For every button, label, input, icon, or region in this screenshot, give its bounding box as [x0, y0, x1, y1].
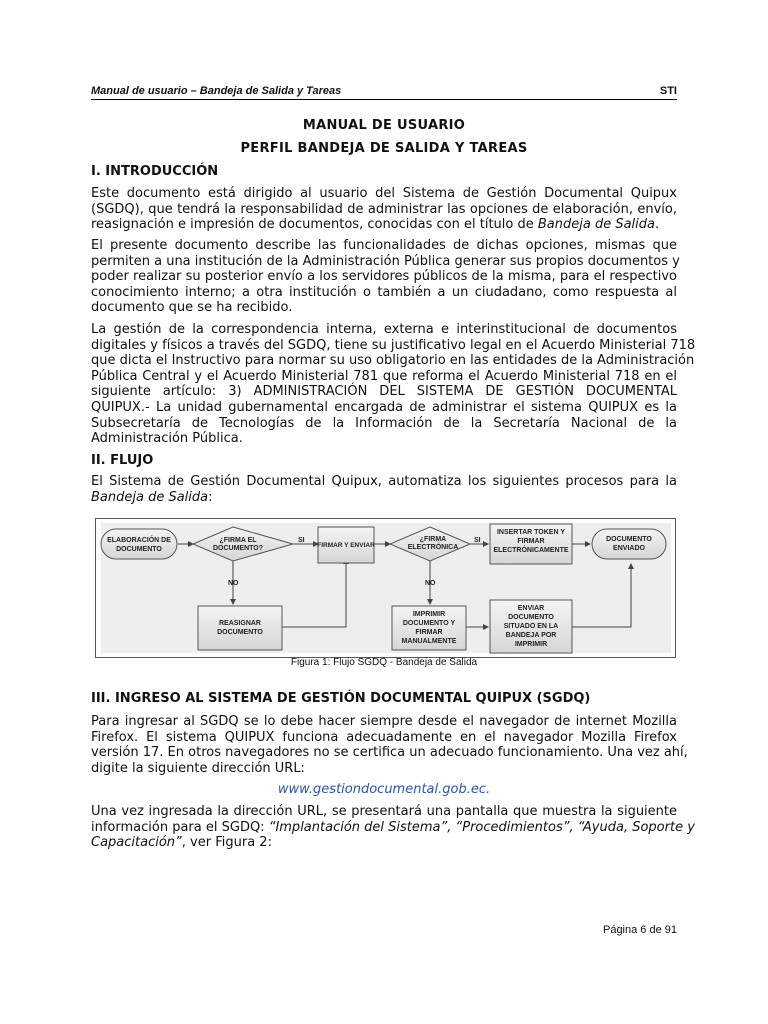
diagram-background [101, 523, 671, 653]
text-line: El Sistema de Gestión Documental Quipux, automatiza los siguientes procesos para la [91, 474, 677, 489]
text-line: permiten a una institución de la Administración Pública generar sus propios documentos y [91, 253, 680, 269]
header-department: STI [659, 85, 677, 97]
node-documento-enviado-label-2: ENVIADO [613, 545, 645, 552]
text-line: Subsecretaría de Tecnologías de la Información de la Secretaría Nacional de la [91, 415, 677, 431]
node-decision-firma-label-1: ¿FIRMA EL [219, 537, 257, 544]
node-decision-firma-label-2: DOCUMENTO? [212, 545, 264, 552]
section-heading-ingreso: III. INGRESO AL SISTEMA DE GESTIÓN DOCUMENTAL QUIPUX (SGDQ) [91, 691, 591, 706]
node-imprimir-label-2: DOCUMENTO Y [402, 620, 456, 627]
text-line: documento que se ha recibido. [91, 300, 293, 316]
node-imprimir-label-4: MANUALMENTE [401, 638, 457, 645]
node-firmar-enviar-label: FIRMAR Y ENVIAR [317, 542, 375, 549]
node-insertar-token-label-3: ELECTRÓNICAMENTE [493, 547, 569, 554]
emphasis-sections-list: “Implantación del Sistema”, “Procedimientos”, “Ayuda, Soporte y [268, 819, 695, 835]
label-no-2: NO [425, 580, 436, 587]
text-line: El presente documento describe las funcionalidades de dichas opciones, mismas que [91, 238, 677, 253]
node-documento-enviado-label-1: DOCUMENTO [606, 536, 652, 543]
node-enviar-bandeja-label-3: SITUADO EN LA [503, 623, 559, 630]
text-line: digitales y físicos a través del SGDQ, tiene su justificativo legal en el Acuerdo Ministerial 718 [91, 337, 696, 353]
node-insertar-token-label-2: FIRMAR [517, 538, 545, 545]
text-line: que dicta el Instructivo para normar su uso obligatorio en las entidades de la Administración [91, 353, 695, 369]
text-line: Administración Pública. [91, 431, 243, 447]
text-line: (SGDQ), que tendrá la responsabilidad de administrar las opciones de elaboración, envío, [91, 201, 677, 217]
figure-caption: Figura 1: Flujo SGDQ - Bandeja de Salida [290, 657, 478, 668]
node-insertar-token-label-1: INSERTAR TOKEN Y [496, 529, 566, 536]
node-decision-electronica-label-1: ¿FIRMA [419, 536, 447, 543]
node-reasignar-label-2: DOCUMENTO [217, 629, 263, 636]
flow-diagram-figure [95, 518, 676, 658]
node-elaboracion-label-1: ELABORACIÓN DE [107, 537, 171, 544]
emphasis-bandeja-de-salida: Bandeja de Salida [91, 489, 209, 505]
text-line: QUIPUX.- La unidad gubernamental encargada de administrar el sistema QUIPUX es la [91, 399, 677, 415]
node-documento-enviado [592, 529, 666, 559]
paragraph-intro-2 [91, 238, 680, 316]
node-enviar-bandeja-label-4: BANDEJA POR [505, 632, 557, 639]
label-si-1: SI [298, 537, 305, 544]
paragraph-intro-3 [91, 322, 696, 447]
text-line: La gestión de la correspondencia interna, externa e interinstitucional de documentos [91, 322, 677, 337]
section-heading-flujo: II. FLUJO [91, 453, 154, 468]
node-enviar-bandeja-label-2: DOCUMENTO [508, 614, 554, 621]
emphasis-capacitacion: Capacitación” [91, 835, 182, 851]
text-line [91, 835, 677, 851]
text-run: : [208, 489, 213, 505]
emphasis-bandeja-de-salida: Bandeja de Salida [537, 217, 655, 233]
text-line: versión 17. En otros navegadores no se certifica un adecuado funcionamiento. Una vez ahí, [91, 745, 688, 761]
text-line [91, 217, 677, 233]
flow-diagram [96, 519, 675, 657]
node-imprimir-label-3: FIRMAR [415, 629, 443, 636]
paragraph-ingreso-2 [91, 804, 695, 851]
sgdq-url-link[interactable]: www.gestiondocumental.gob.ec. [277, 782, 491, 797]
page-number: Página 6 de 91 [602, 924, 677, 936]
paragraph-flujo-1 [91, 474, 677, 505]
document-title: MANUAL DE USUARIO [302, 118, 466, 133]
node-imprimir-label-1: IMPRIMIR [412, 611, 446, 618]
text-line [91, 490, 677, 506]
text-line: poder realizar su posterior envío a los servidores públicos de la misma, para el respectivo [91, 269, 677, 285]
text-line: Una vez ingresada la dirección URL, se presentará una pantalla que muestra la siguiente [91, 804, 677, 819]
label-no-1: NO [228, 580, 239, 587]
document-subtitle: PERFIL BANDEJA DE SALIDA Y TAREAS [240, 141, 528, 156]
node-decision-electronica-label-2: ELECTRÓNICA [407, 544, 459, 551]
header-title: Manual de usuario – Bandeja de Salida y Tareas [91, 85, 342, 97]
node-reasignar [198, 606, 282, 650]
text-line [91, 819, 695, 836]
node-enviar-bandeja-label-1: ENVIAR [517, 605, 545, 612]
node-enviar-bandeja-label-5: IMPRIMIR [514, 641, 548, 648]
running-header [91, 85, 677, 100]
text-run: , ver Figura 2: [181, 835, 272, 851]
section-heading-introduccion: I. INTRODUCCIÓN [91, 164, 219, 179]
text-run: información para el SGDQ: [91, 819, 269, 835]
text-run: . [655, 217, 660, 233]
label-si-2: SI [474, 537, 481, 544]
node-reasignar-label-1: REASIGNAR [218, 620, 262, 627]
text-run: reasignación e impresión de documentos, conocidas con el título de [91, 217, 538, 233]
text-line: conocimiento interno; a otra institución o también a un ciudadano, como respuesta al [91, 284, 677, 300]
node-elaboracion [101, 529, 177, 559]
text-line: Pública Central y el Acuerdo Ministerial 781 que reforma el Acuerdo Ministerial 718 en el [91, 368, 677, 384]
text-line: Para ingresar al SGDQ se lo debe hacer siempre desde el navegador de internet Mozilla [91, 714, 677, 729]
text-line: siguiente artículo: 3) ADMINISTRACIÓN DEL SISTEMA DE GESTIÓN DOCUMENTAL [91, 384, 677, 400]
text-line: digite la siguiente dirección URL: [91, 760, 305, 776]
node-elaboracion-label-2: DOCUMENTO [116, 546, 162, 553]
text-line: Este documento está dirigido al usuario del Sistema de Gestión Documental Quipux [91, 186, 677, 201]
text-line: Firefox. El sistema QUIPUX funciona adecuadamente en el navegador Mozilla Firefox [91, 729, 677, 745]
paragraph-intro-1 [91, 186, 677, 233]
paragraph-ingreso-1 [91, 714, 688, 776]
